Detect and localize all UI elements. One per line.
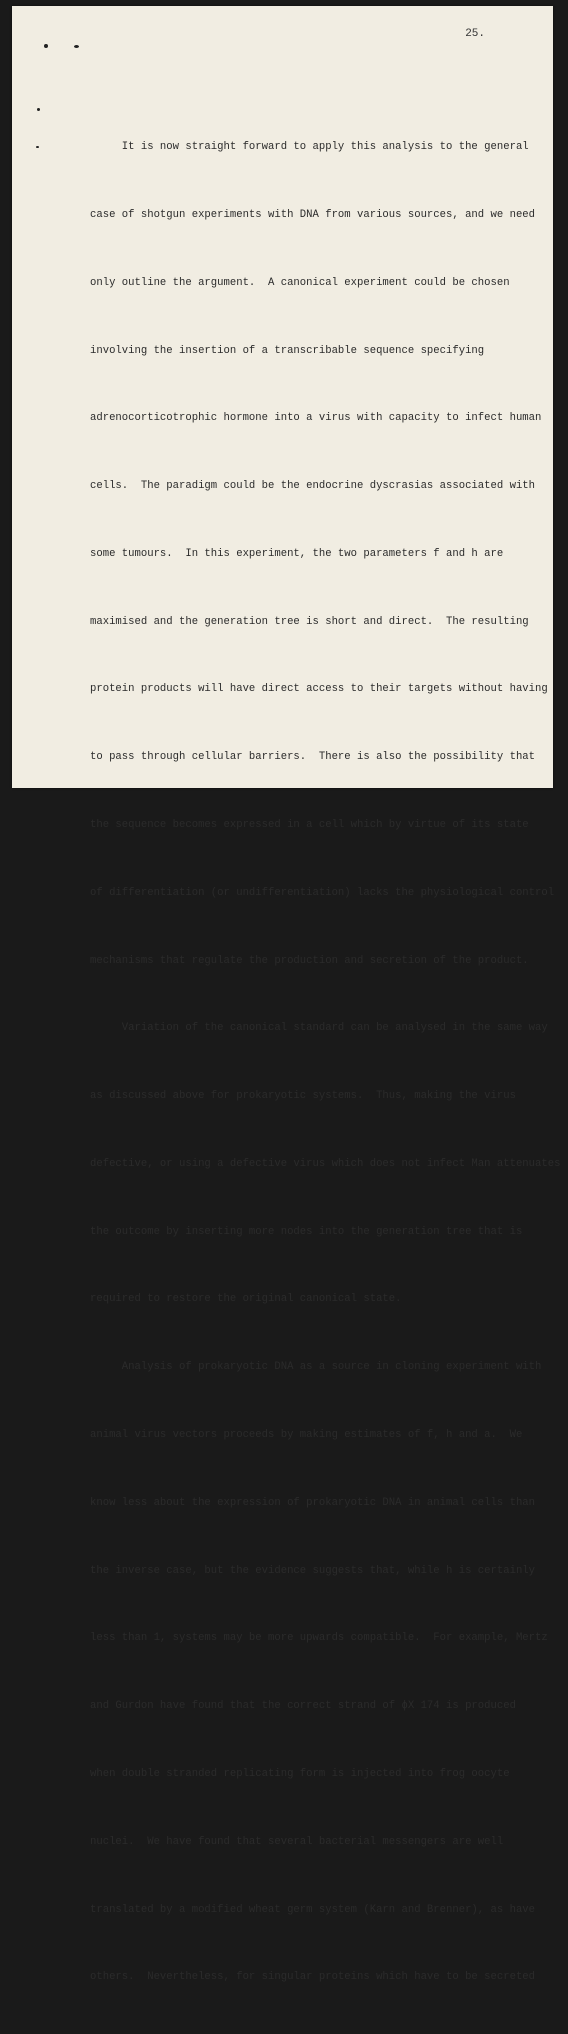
ink-dot <box>74 45 79 48</box>
text-line: required to restore the original canonical state. <box>90 1293 402 1306</box>
text-line: protein products will have direct access to their targets without having <box>90 683 548 696</box>
text-line: when double stranded replicating form is injected into frog oocyte <box>90 1767 510 1780</box>
text-line: know less about the expression of prokaryotic DNA in animal cells than <box>90 1496 536 1509</box>
text-line: to pass through cellular barriers. There is also the possibility that <box>90 751 536 764</box>
document-page <box>12 6 561 1984</box>
body-text <box>90 91 561 2034</box>
text-line: case of shotgun experiments with DNA from various sources, and we need <box>90 208 536 221</box>
text-line: involving the insertion of a transcribable sequence specifying <box>90 344 485 357</box>
text-line: It is now straight forward to apply this analysis to the general <box>90 141 529 154</box>
text-line: the sequence becomes expressed in a cell which by virtue of its state <box>90 819 529 831</box>
text-line: Variation of the canonical standard can be analysed in the same way <box>90 1022 548 1035</box>
text-line: nuclei. We have found that several bacterial messengers are well <box>90 1835 504 1848</box>
text-line: cells. The paradigm could be the endocrine dyscrasias associated with <box>90 480 536 493</box>
text-line: as discussed above for prokaryotic systems. Thus, making the virus <box>90 1090 516 1103</box>
ink-dot <box>44 44 48 48</box>
text-line: defective, or using a defective virus which does not infect Man attenuates <box>90 1157 561 1170</box>
text-line: adrenocorticotrophic hormone into a virus with capacity to infect human <box>90 412 542 425</box>
ink-dot <box>37 108 40 111</box>
ink-dot <box>36 146 39 148</box>
text-line: and Gurdon have found that the correct strand of ϕX 174 is produced <box>90 1700 516 1713</box>
text-line: translated by a modified wheat germ system (Karn and Brenner), as have <box>90 1903 536 1916</box>
text-line: animal virus vectors proceeds by making estimates of f, h and a. We <box>90 1429 523 1442</box>
text-line: Analysis of prokaryotic DNA as a source in cloning experiment with <box>90 1361 542 1374</box>
text-line: the inverse case, but the evidence suggests that, while h is certainly <box>90 1564 536 1577</box>
page-number: 25. <box>465 28 485 40</box>
text-line: the outcome by inserting more nodes into the generation tree that is <box>90 1225 523 1238</box>
text-line: others. Nevertheless, for singular proteins which have to be secreted <box>90 1971 536 1984</box>
text-line: less than 1, systems may be more upwards compatible. For example, Mertz <box>90 1632 548 1645</box>
text-line: only outline the argument. A canonical experiment could be chosen <box>90 276 510 289</box>
text-line: maximised and the generation tree is short and direct. The resulting <box>90 615 529 628</box>
text-line: of differentiation (or undifferentiation) lacks the physiological control <box>90 886 555 899</box>
text-line: mechanisms that regulate the production and secretion of the product. <box>90 954 529 967</box>
text-line: some tumours. In this experiment, the two parameters f and h are <box>90 547 504 560</box>
